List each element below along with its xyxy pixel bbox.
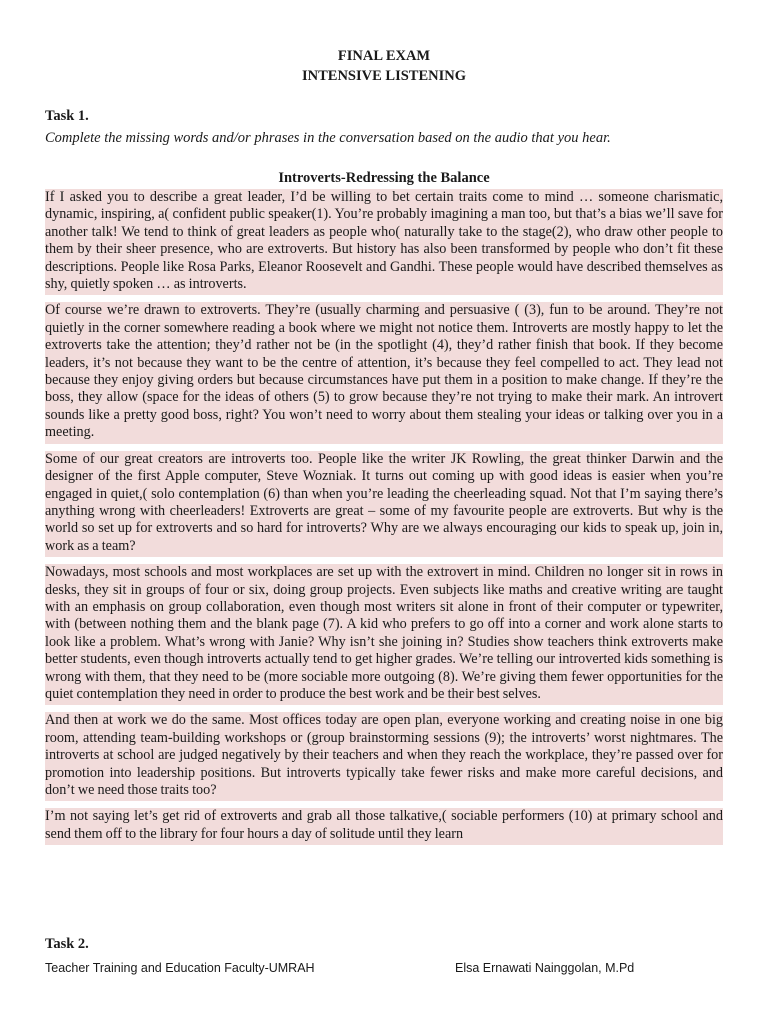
footer-faculty: Teacher Training and Education Faculty-UMRAH bbox=[45, 961, 315, 975]
passage-paragraph-3: Some of our great creators are introverts too. People like the writer JK Rowling, the great thinker Darwin and the designer of the first Apple computer, Steve Wozniak. It turns out coming up with good ideas is easier when you’re engaged in quiet,( solo contemplation (6) than when you’re leading the cheerleading squad. Not that I’m saying there’s anything wrong with cheerleaders! Extroverts are great – some of my favourite people are extroverts. But why is the world so set up for extroverts and so hard for introverts? Why are we always encouraging our kids to speak up, join in, work as a team? bbox=[45, 451, 723, 557]
passage-paragraph-2: Of course we’re drawn to extroverts. They’re (usually charming and persuasive ( (3), fun to be around. They’re not quietly in the corner somewhere reading a book where we might not notice them. Introverts are mostly happy to let the extroverts take the attention; they’d rather not be (in the spotlight (4), they’d rather finish that book. If they become leaders, it’s not because they want to be the centre of attention, it’s because they feel compelled to act. They lead not because they enjoy giving orders but because circumstances have put them in a position to make change. If they’re the boss, they allow (space for the ideas of others (5) to grow because they’re not trying to make their mark. An introvert sounds like a pretty good boss, right? You won’t need to worry about them stealing your ideas or talking over you in a meeting. bbox=[45, 302, 723, 443]
task2-heading: Task 2. bbox=[45, 936, 89, 952]
task1-heading: Task 1. bbox=[45, 108, 89, 124]
footer-author: Elsa Ernawati Nainggolan, M.Pd bbox=[455, 961, 635, 975]
passage-paragraph-5: And then at work we do the same. Most offices today are open plan, everyone working and creating noise in one big room, attending team-building workshops or (group brainstorming sessions (9); the introverts’ worst nightmares. The introverts at school are judged negatively by their teachers and when they reach the workplace, they’re passed over for promotion into leadership positions. But introverts typically take fewer risks and make more careful decisions, and don’t we need those traits too? bbox=[45, 712, 723, 801]
passage-paragraph-4: Nowadays, most schools and most workplaces are set up with the extrovert in mind. Children no longer sit in rows in desks, they sit in groups of four or six, doing group projects. Even subjects like maths and creative writing are taught with an emphasis on group collaboration, even though most writers sit alone in front of their computer or typewriter, with (between nothing them and the blank page (7). A kid who prefers to go off into a corner and work alone starts to look like a problem. What’s wrong with Janie? Why isn’t she joining in? Studies show teachers think extroverts make better students, even though introverts actually tend to get higher grades. We’re telling our introverted kids something is wrong with them, that they need to be (more sociable more outgoing (8). We’re giving them fewer opportunities for the quiet contemplation they need in order to produce the best work and be their best selves. bbox=[45, 564, 723, 705]
passage-paragraph-6: I’m not saying let’s get rid of extroverts and grab all those talkative,( sociable performers (10) at primary school and send them off to the library for four hours a day of solitude until they learn bbox=[45, 808, 723, 845]
passage-body bbox=[45, 189, 723, 852]
passage-title: Introverts-Redressing the Balance bbox=[278, 170, 490, 186]
passage-paragraph-1: If I asked you to describe a great leader, I’d be willing to bet certain traits come to mind … someone charismatic, dynamic, inspiring, a( confident public speaker(1). You’re probably imagining a man too, but that’s a bias we’ll save for another talk! We tend to think of great leaders as people who( naturally take to the stage(2), who draw other people to them by their sheer presence, who are extroverts. But history has also been transformed by people who don’t fit these descriptions. People like Rosa Parks, Eleanor Roosevelt and Gandhi. These people would have described themselves as shy, quietly spoken … as introverts. bbox=[45, 189, 723, 295]
task1-instruction: Complete the missing words and/or phrases in the conversation based on the audio that you hear. bbox=[45, 130, 611, 146]
exam-title: FINAL EXAM bbox=[337, 48, 431, 64]
exam-subtitle: INTENSIVE LISTENING bbox=[302, 68, 466, 84]
